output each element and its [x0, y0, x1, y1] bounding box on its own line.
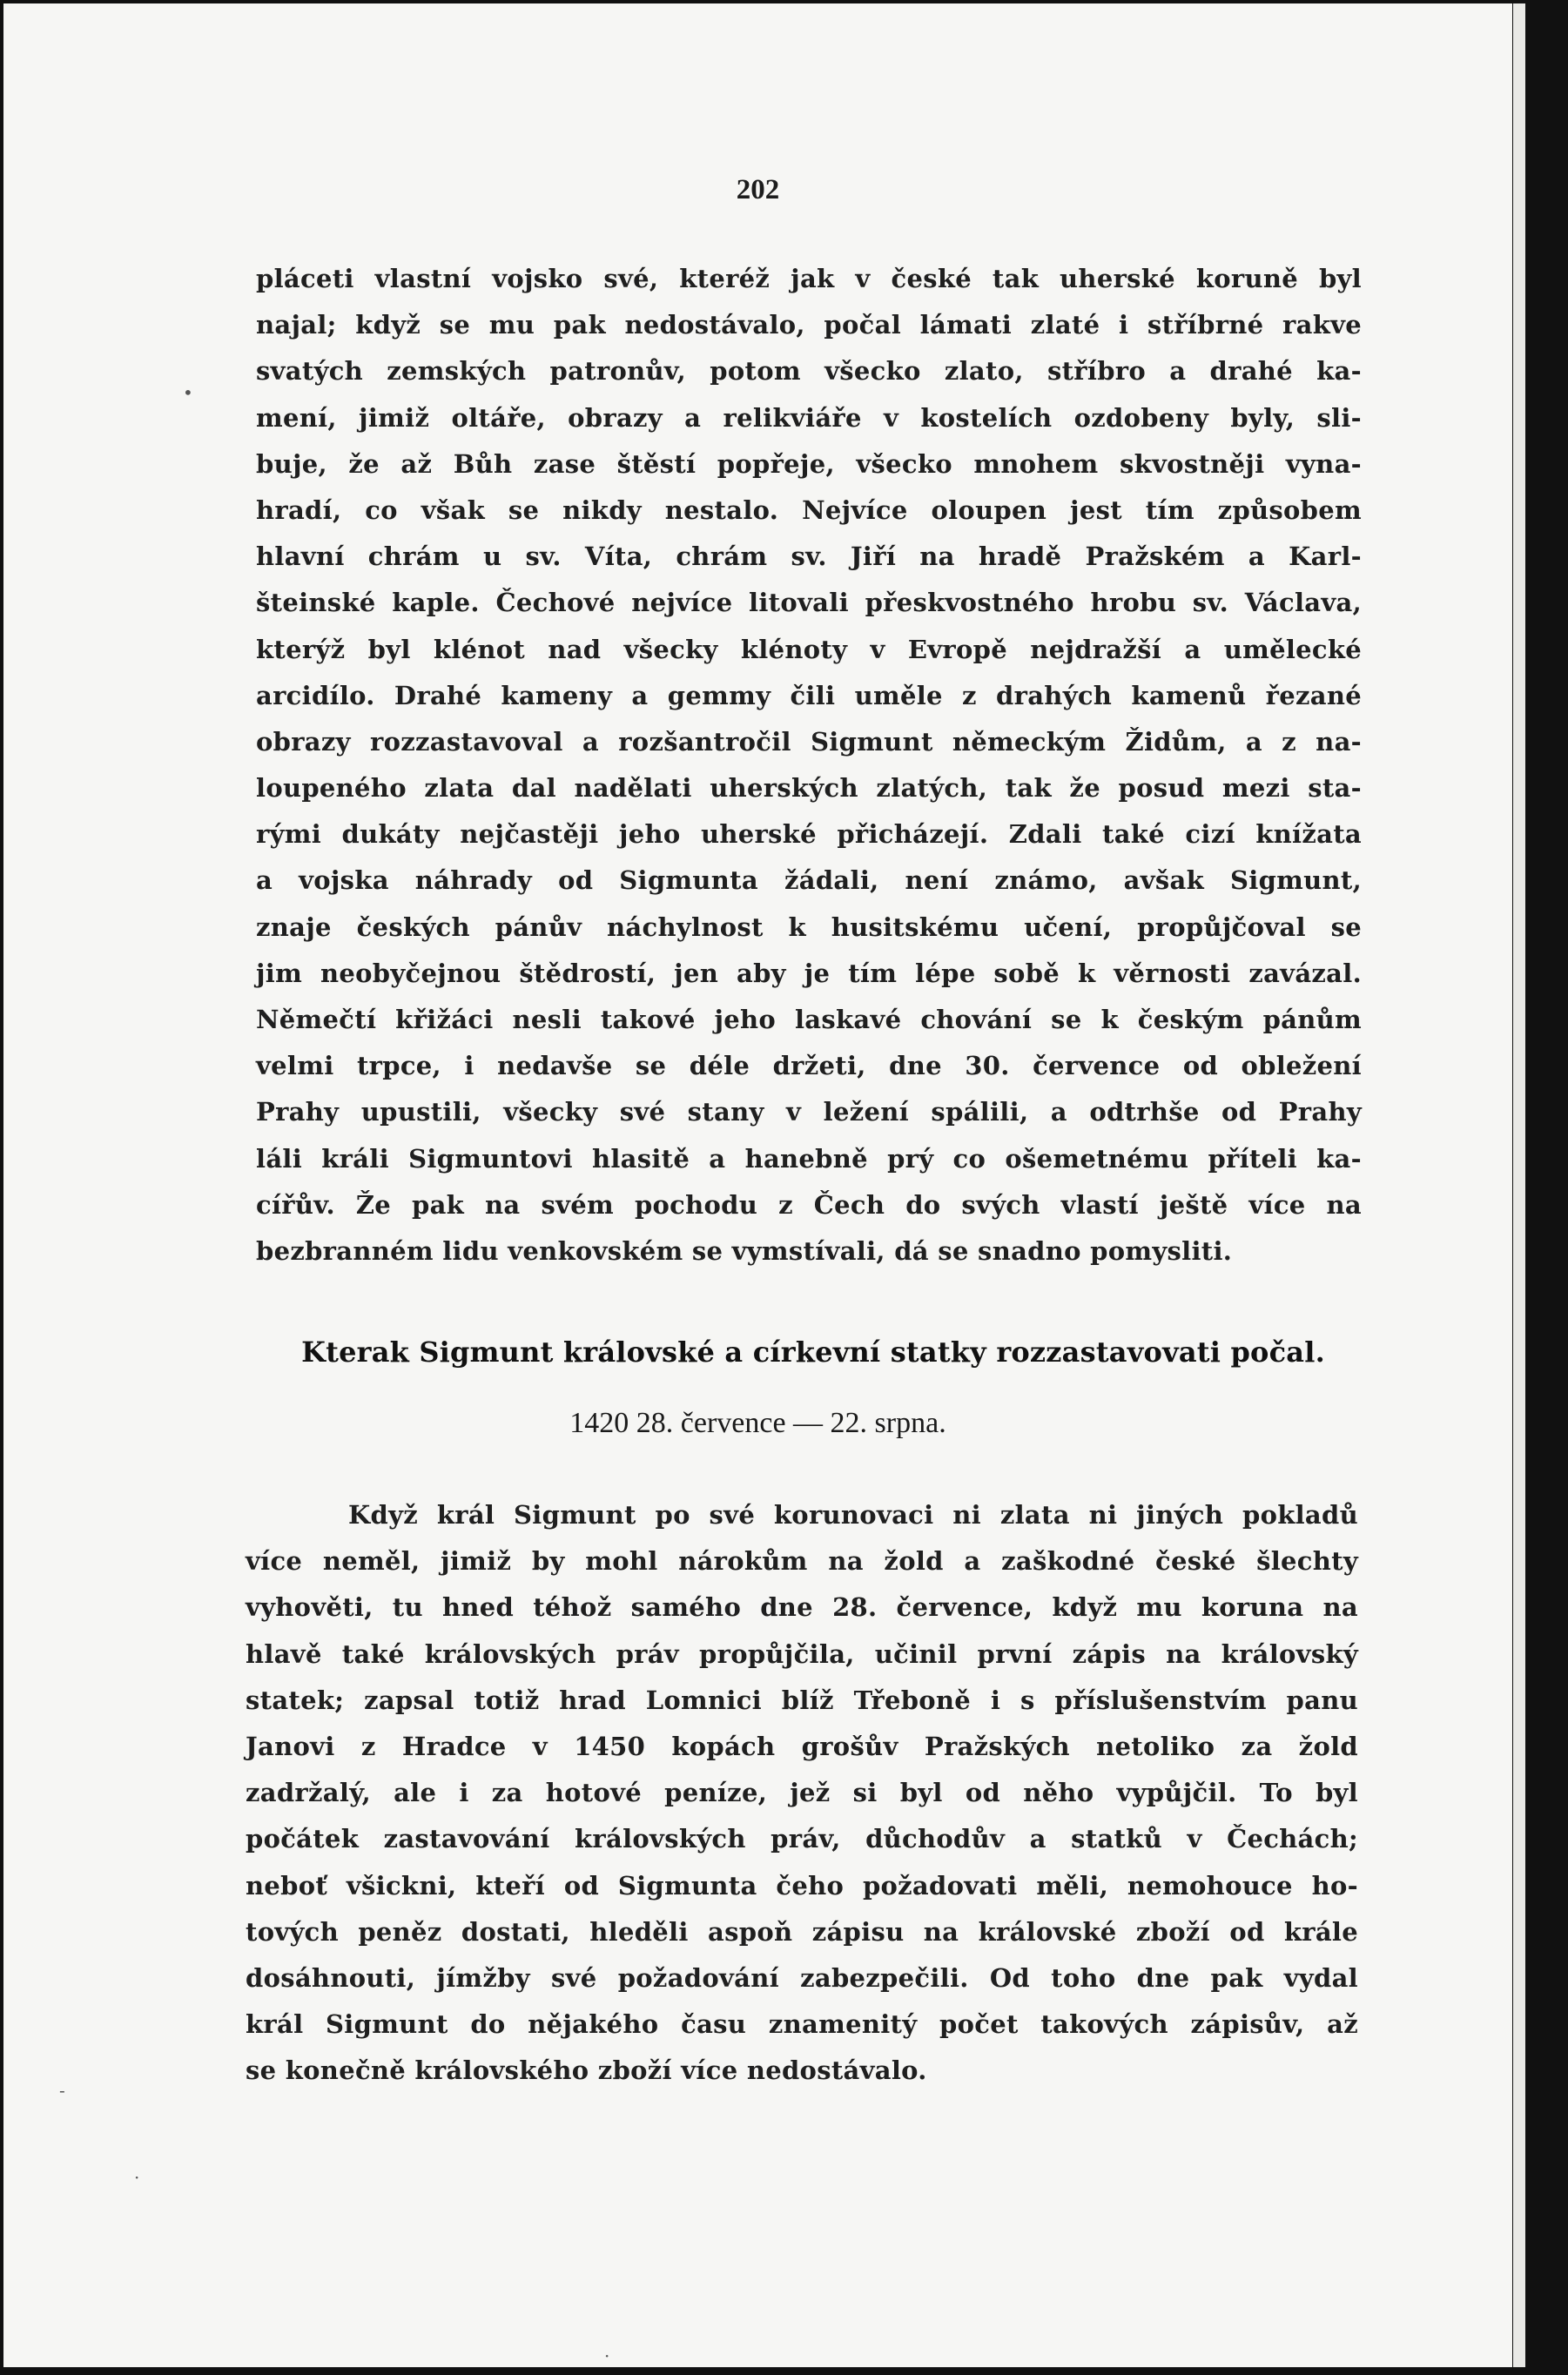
text-line: cířův. Že pak na svém pochodu z Čech do svých vlastí ještě více na — [256, 1189, 1362, 1220]
page-edge — [1513, 3, 1525, 2367]
text-line: Když král Sigmunt po své korunovaci ni zlata ni jiných pokladů — [348, 1500, 1358, 1530]
text-line: šteinské kaple. Čechové nejvíce litovali přeskvostného hrobu sv. Václava, — [256, 588, 1362, 618]
scan-speck: • — [183, 382, 193, 403]
text-line: Prahy upustili, všecky své stany v ležení spálili, a odtrhše od Prahy — [256, 1097, 1362, 1127]
text-line: kterýž byl klénot nad všecky klénoty v Evropě nejdražší a umělecké — [256, 634, 1362, 664]
book-page — [3, 3, 1512, 2367]
text-line: pláceti vlastní vojsko své, kteréž jak v české tak uherské koruně byl — [256, 264, 1362, 293]
text-line: znaje českých pánův náchylnost k husitskému učení, propůjčoval se — [256, 912, 1362, 942]
text-line: král Sigmunt do nějakého času znamenitý počet takových zápisův, až — [246, 2009, 1358, 2040]
text-line: statek; zapsal totiž hrad Lomnici blíž Třeboně i s příslušenstvím panu — [246, 1685, 1358, 1715]
scan-speck: · — [134, 2167, 140, 2188]
text-line: dosáhnouti, jímžby své požadování zabezpečili. Od toho dne pak vydal — [246, 1962, 1358, 1993]
scan-speck: ‐ — [59, 2080, 65, 2101]
section-title: Kterak Sigmunt královské a církevní statky rozzastavovati počal. — [301, 1336, 1325, 1369]
text-line: více neměl, jimiž by mohl nárokům na žold a zaškodné české šlechty — [246, 1546, 1358, 1577]
paragraph-2 — [246, 1492, 1358, 2094]
text-line: vyhověti, tu hned téhož samého dne 28. července, když mu koruna na — [246, 1592, 1358, 1623]
text-line: Janovi z Hradce v 1450 kopách grošův Pražských netoliko za žold — [246, 1731, 1358, 1761]
text-line: zadržalý, ale i za hotové peníze, jež si byl od něho vypůjčil. To byl — [246, 1778, 1358, 1808]
text-line: tových peněz dostati, hleděli aspoň zápisu na královské zboží od krále — [246, 1916, 1358, 1947]
text-line: arcidílo. Drahé kameny a gemmy čili uměle z drahých kamenů řezané — [256, 680, 1362, 710]
text-line: buje, že až Bůh zase štěstí popřeje, všecko mnohem skvostněji vyna- — [256, 448, 1362, 479]
text-line: se konečně královského zboží více nedostávalo. — [246, 2055, 927, 2086]
text-line: a vojska náhrady od Sigmunta žádali, není známo, avšak Sigmunt, — [256, 865, 1362, 896]
text-line: obrazy rozzastavoval a rozšantročil Sigmunt německým Židům, a z na- — [256, 726, 1362, 757]
text-line: počátek zastavování královských práv, důchodův a statků v Čechách; — [246, 1824, 1358, 1854]
text-line: hlavě také královských práv propůjčila, učinil první zápis na královský — [246, 1638, 1358, 1669]
text-line: jim neobyčejnou štědrostí, jen aby je tím lépe sobě k věrnosti zavázal. — [256, 958, 1362, 988]
text-line: najal; když se mu pak nedostávalo, počal lámati zlaté i stříbrné rakve — [256, 310, 1362, 340]
text-line: mení, jimiž oltáře, obrazy a relikviáře v kostelích ozdobeny byly, sli- — [256, 402, 1362, 433]
scan-speck: · — [604, 2345, 610, 2366]
text-line: bezbranném lidu venkovském se vymstívali, dá se snadno pomysliti. — [256, 1235, 1233, 1266]
text-line: Němečtí křižáci nesli takové jeho laskavé chování se k českým pánům — [256, 1005, 1362, 1034]
text-line: rými dukáty nejčastěji jeho uherské přicházejí. Zdali také cizí knížata — [256, 819, 1362, 850]
page-number: 202 — [736, 174, 780, 205]
section-date: 1420 28. července — 22. srpna. — [569, 1407, 946, 1439]
text-line: hlavní chrám u sv. Víta, chrám sv. Jiří na hradě Pražském a Karl- — [256, 542, 1362, 572]
text-line: svatých zemských patronův, potom všecko zlato, stříbro a drahé ka- — [256, 356, 1362, 387]
text-line: hradí, co však se nikdy nestalo. Nejvíce oloupen jest tím způsobem — [256, 495, 1362, 525]
text-line: neboť všickni, kteří od Sigmunta čeho požadovati měli, nemohouce ho- — [246, 1870, 1358, 1901]
paragraph-1 — [256, 256, 1362, 1275]
text-line: loupeného zlata dal nadělati uherských zlatých, tak že posud mezi sta- — [256, 773, 1362, 804]
text-line: láli králi Sigmuntovi hlasitě a hanebně prý co ošemetnému příteli ka- — [256, 1143, 1362, 1174]
text-line: velmi trpce, i nedavše se déle držeti, dne 30. července od obležení — [256, 1051, 1362, 1081]
